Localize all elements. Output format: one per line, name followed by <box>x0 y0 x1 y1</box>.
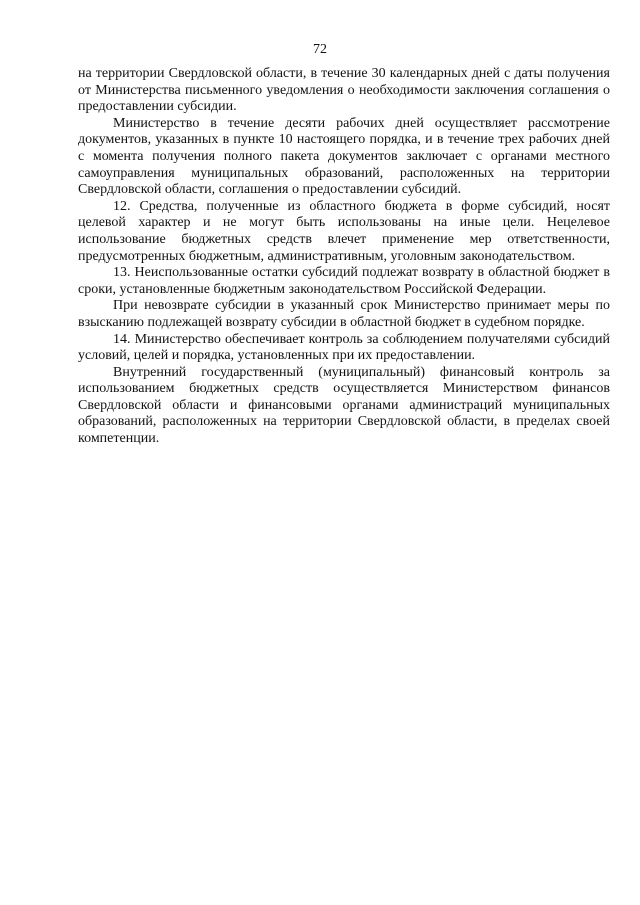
paragraph-12: 12. Средства, полученные из областного бюджета в форме субсидий, носят целевой характер и не могут быть использованы на иные цели. Нецелевое использование бюджетных средств влечет применение мер ответственности, предусмотренных бюджетным, административным, уголовным законодательством. <box>78 198 610 264</box>
paragraph-non-return: При невозврате субсидии в указанный срок Министерство принимает меры по взысканию подлежащей возврату субсидии в областной бюджет в судебном порядке. <box>78 298 610 330</box>
paragraph-continuation: на территории Свердловской области, в течение 30 календарных дней с даты получения от Министерства письменного уведомления о необходимости заключения соглашения о предоставлении субсидии. <box>78 66 610 115</box>
paragraph-14: 14. Министерство обеспечивает контроль за соблюдением получателями субсидий условий, целей и порядка, установленных при их предоставлении. <box>78 331 610 364</box>
paragraph-internal-control: Внутренний государственный (муниципальный) финансовый контроль за использованием бюджетных средств осуществляется Министерством финансов Свердловской области и финансовыми органами администраций муниципальных образований, расположенных на территории Свердловской области, в пределах своей компетенции. <box>78 364 610 447</box>
page-number: 72 <box>313 42 327 57</box>
paragraph-13: 13. Неиспользованные остатки субсидий подлежат возврату в областной бюджет в сроки, установленные бюджетным законодательством Российской Федерации. <box>78 265 610 297</box>
paragraph-ministry-review: Министерство в течение десяти рабочих дней осуществляет рассмотрение документов, указанных в пункте 10 настоящего порядка, и в течение трех рабочих дней с момента получения полного пакета документов заключает с органами местного самоуправления муниципальных образований, расположенных на территории Свердловской области, соглашения о предоставлении субсидий. <box>78 115 610 198</box>
document-body <box>78 66 610 448</box>
